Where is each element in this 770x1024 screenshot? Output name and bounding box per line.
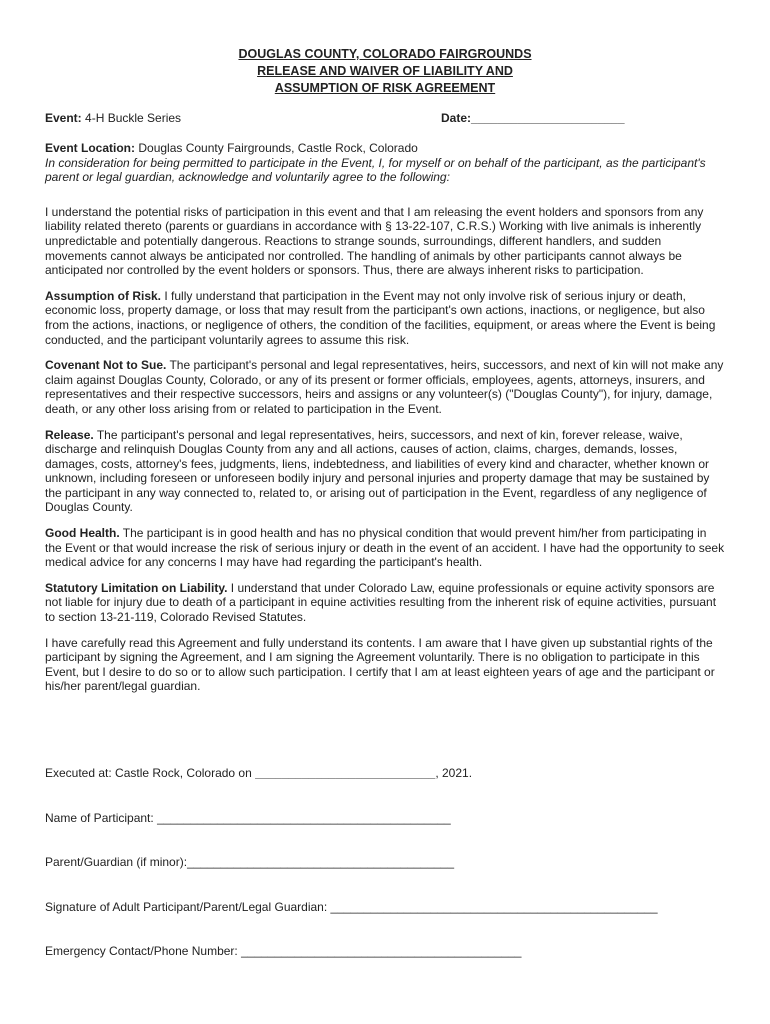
consideration-text: In consideration for being permitted to participate in the Event, I, for myself or on behalf of the participant, as the participant's parent or legal guardian, acknowledge and voluntarily agree to the following: xyxy=(45,155,706,185)
good-health-heading: Good Health. xyxy=(45,526,120,541)
date-field[interactable]: _______________________ xyxy=(471,111,625,125)
executed-line xyxy=(45,766,472,780)
document-title xyxy=(0,46,770,97)
parent-guardian-line xyxy=(45,855,454,869)
good-health-text: The participant is in good health and has no physical condition that would prevent him/her from participating in the Event or that would increase the risk of serious injury or death in the event of an accident. I have had the opportunity to seek medical advice for any concerns I may have had regarding the participant's health. xyxy=(45,526,725,570)
title-line-1: DOUGLAS COUNTY, COLORADO FAIRGROUNDS xyxy=(238,47,532,61)
title-line-2: RELEASE AND WAIVER OF LIABILITY AND xyxy=(257,64,513,78)
emergency-contact-line xyxy=(45,944,521,958)
parent-guardian-label: Parent/Guardian (if minor): xyxy=(45,855,188,869)
signature-field[interactable]: _________________________________________________ xyxy=(330,900,658,914)
event-label: Event: xyxy=(45,111,82,125)
agreement-body xyxy=(45,141,725,705)
date-label: Date: xyxy=(441,111,472,125)
statutory-text: I understand that under Colorado Law, equine professionals or equine activity sponsors are not liable for injury due to death of a participant in equine activities resulting from the inherent risk of equine activities, pursuant to section 13-21-119, Colorado Revised Statutes. xyxy=(45,580,717,625)
executed-label: Executed at: Castle Rock, Colorado on xyxy=(45,766,256,780)
executed-date-field[interactable]: ___________________________ xyxy=(255,766,436,780)
executed-year: , 2021. xyxy=(435,766,473,780)
signature-label: Signature of Adult Participant/Parent/Legal Guardian: xyxy=(45,900,331,914)
statutory-heading: Statutory Limitation on Liability. xyxy=(45,580,228,595)
participant-name-field[interactable]: ____________________________________________ xyxy=(157,811,451,825)
participant-name-label: Name of Participant: xyxy=(45,811,158,825)
release-paragraph xyxy=(45,428,725,516)
participant-name-line xyxy=(45,811,451,825)
date-line xyxy=(441,111,625,126)
title-line-3: ASSUMPTION OF RISK AGREEMENT xyxy=(274,81,496,95)
event-line xyxy=(45,111,181,126)
closing-paragraph: I have carefully read this Agreement and fully understand its contents. I am aware that I have given up substantial rights of the participant by signing the Agreement, and I am signing the Agreement voluntarily. There is no obligation to participate in this Event, but I desire to do so or to allow such participation. I certify that I am at least eighteen years of age and the participant or his/her parent/legal guardian. xyxy=(45,635,715,694)
assumption-text: I fully understand that participation in the Event may not only involve risk of serious injury or death, economic loss, property damage, or loss that may result from the participant's own actions, inactions, or negligence, but also from the actions, inactions, or negligence of others, the condition of the facilities, equipment, or areas where the Event is being conducted, and the participant voluntarily agrees to assume this risk. xyxy=(45,288,716,347)
assumption-of-risk-paragraph xyxy=(45,289,725,347)
location-value: Douglas County Fairgrounds, Castle Rock, Colorado xyxy=(135,141,418,155)
event-value: 4-H Buckle Series xyxy=(81,111,182,125)
location-label: Event Location: xyxy=(45,141,136,155)
good-health-paragraph xyxy=(45,526,725,570)
covenant-heading: Covenant Not to Sue. xyxy=(45,358,167,373)
release-heading: Release. xyxy=(45,427,94,442)
parent-guardian-field[interactable]: ________________________________________ xyxy=(187,855,455,869)
release-text: The participant's personal and legal representatives, heirs, successors, and next of kin, forever release, waive, discharge and relinquish Douglas County from any and all actions, causes of action, claims, charges, demands, losses, damages, costs, attorney's fees, judgments, liens, indebtedness, and liabilities of every kind and character, whether known or unknown, including foreseen or unforeseen bodily injury and personal injuries and property damage that may be sustained by the participant in any way connected to, related to, or arising out of participation in the Event, regardless of any negligence of Douglas County. xyxy=(45,427,710,515)
emergency-contact-field[interactable]: __________________________________________ xyxy=(241,944,522,958)
covenant-text: The participant's personal and legal representatives, heirs, successors, and next of kin will not make any claim against Douglas County, Colorado, or any of its present or former officials, employees, agents, attorneys, insurers, and representatives and their respective successors, heirs and assigns or any volunteer(s) ("Douglas County"), for injury, damage, death, or any other loss arising from or related to participation in the Event. xyxy=(45,358,724,416)
covenant-paragraph xyxy=(45,358,725,416)
assumption-heading: Assumption of Risk. xyxy=(45,288,162,303)
emergency-contact-label: Emergency Contact/Phone Number: xyxy=(45,944,242,958)
event-location xyxy=(45,141,725,156)
risk-intro-paragraph: I understand the potential risks of participation in this event and that I am releasing the event holders and sponsors from any liability related thereto (parents or guardians in accordance with § 13-22-107, C.R.S.) Working with live animals is inherently unpredictable and potentially dangerous. Reactions to strange sounds, surroundings, different handlers, and sudden movements cannot always be anticipated nor controlled. The handling of animals by other participants cannot always be anticipated nor controlled by the event holders or sponsors. Thus, there are always inherent risks to participation. xyxy=(45,204,704,278)
signature-line xyxy=(45,900,658,914)
statutory-limitation-paragraph xyxy=(45,581,725,625)
